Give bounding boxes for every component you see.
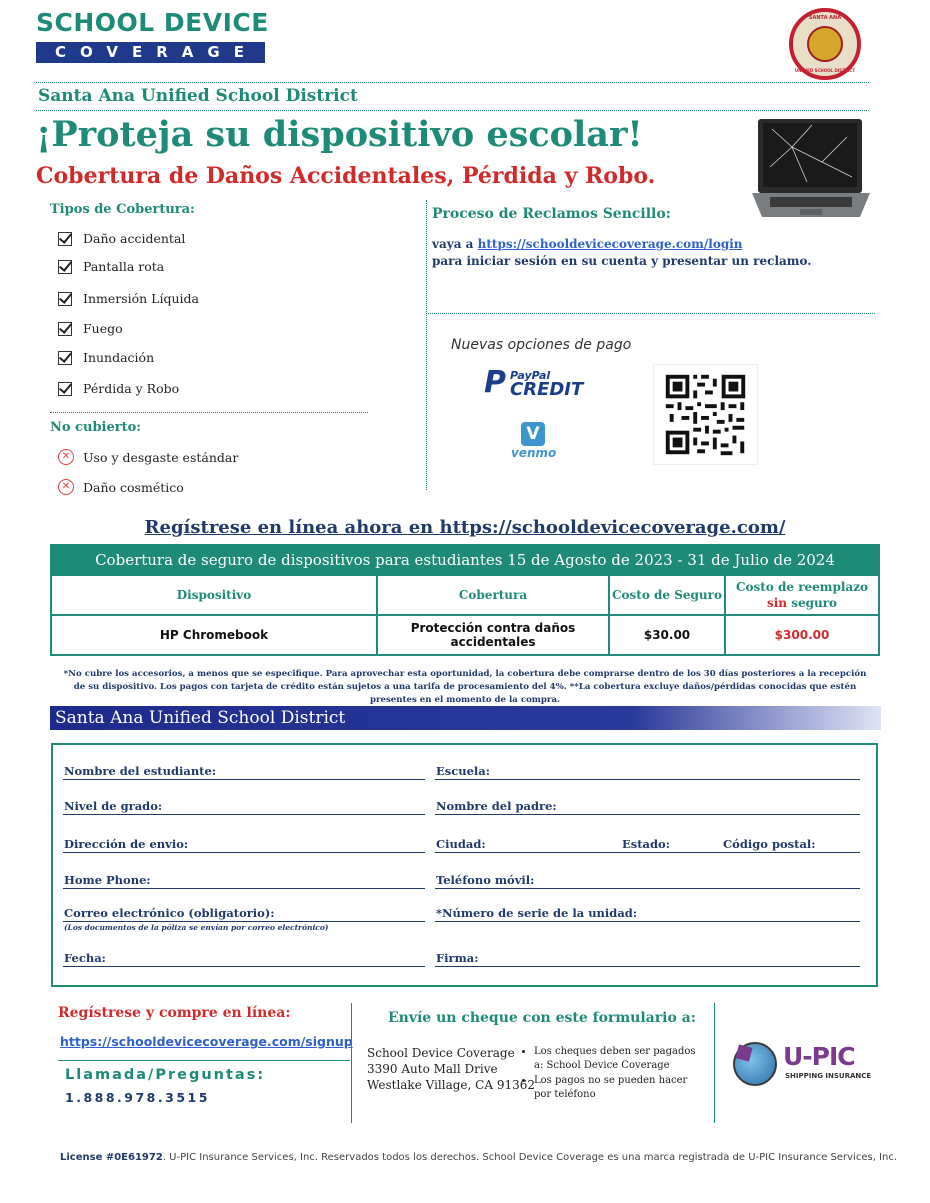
checkbox-icon (58, 351, 72, 365)
date-label: Fecha: (64, 951, 106, 965)
signature-field[interactable] (435, 966, 860, 967)
license-number: License #0E61972 (60, 1152, 163, 1163)
serial-label: *Número de serie de la unidad: (436, 906, 638, 920)
form-section-title: Santa Ana Unified School District (50, 706, 881, 730)
coverage-item (58, 291, 199, 306)
table-row (52, 614, 878, 654)
x-circle-icon: ✕ (58, 479, 74, 495)
seal-bottom-text: UNIFIED SCHOOL DISTRICT (794, 68, 856, 73)
cell-replacement: $300.00 (726, 614, 878, 654)
checkbox-icon (58, 260, 72, 274)
coverage-types-title: Tipos de Cobertura: (50, 202, 195, 217)
claims-title: Proceso de Reclamos Sencillo: (432, 206, 671, 222)
phone-number[interactable]: 1.888.978.3515 (65, 1090, 210, 1105)
venmo-label: venmo (511, 446, 557, 460)
student-name-label: Nombre del estudiante: (64, 764, 217, 778)
footer-divider (351, 1003, 352, 1123)
register-online-link[interactable]: Regístrese en línea ahora en https://schooldevicecoverage.com/ (144, 517, 786, 538)
school-label: Escuela: (436, 764, 490, 778)
checkbox-icon (58, 232, 72, 246)
upic-logo (733, 1040, 873, 1088)
mobile-field[interactable] (435, 888, 860, 889)
parent-field[interactable] (435, 814, 860, 815)
footer-divider (714, 1003, 715, 1123)
credit-label: CREDIT (510, 379, 584, 400)
zip-label: Código postal: (723, 837, 816, 851)
upic-wordmark: U-PIC (783, 1042, 855, 1071)
checkbox-icon (58, 382, 72, 396)
col-replacement-sin: sin (766, 596, 788, 610)
coverage-item (58, 350, 154, 365)
divider (36, 82, 869, 83)
address-line: Westlake Village, CA 91362 (367, 1078, 535, 1092)
email-field[interactable] (63, 921, 425, 922)
table-header: Cobertura de seguro de dispositivos para estudiantes 15 de Agosto de 2023 - 31 de Julio de 2024 (52, 546, 878, 574)
home-phone-field[interactable] (63, 888, 425, 889)
cell-coverage: Protección contra daños accidentales (378, 614, 610, 654)
calls-title: Llamada/Preguntas: (65, 1067, 266, 1083)
mobile-label: Teléfono móvil: (436, 873, 535, 887)
col-replacement-header (726, 574, 878, 614)
mailing-address (367, 1045, 535, 1093)
license-text: . U-PIC Insurance Services, Inc. Reservados todos los derechos. School Device Coverage es una marca registrada de U-PIC Insurance Services, Inc. (162, 1152, 898, 1163)
not-covered-title: No cubierto: (50, 420, 142, 435)
fine-print: *No cubre los accesorios, a menos que se especifique. Para aprovechar esta oportunidad, la cobertura debe comprarse dentro de los 30 días posteriores a la recepción de su dispositivo. Los pagos con tarjeta de crédito están sujetos a una tarifa de procesamiento del 4%. **La cobertura excluye daños/pérdidas conocidas que estén presentes en el momento de la compra. (63, 669, 867, 705)
col-coverage-header: Cobertura (378, 574, 610, 614)
paypal-credit-logo (484, 365, 584, 400)
paypal-label: PayPal (510, 369, 551, 382)
page-title: ¡Proteja su dispositivo escolar! (36, 114, 643, 155)
coverage-item (58, 259, 164, 274)
coverage-item (58, 231, 185, 246)
date-field[interactable] (63, 966, 425, 967)
student-name-field[interactable] (63, 779, 425, 780)
license-notice (60, 1152, 897, 1163)
address-line: School Device Coverage (367, 1046, 515, 1060)
divider (50, 412, 368, 413)
divider (426, 313, 875, 314)
page-subtitle: Cobertura de Daños Accidentales, Pérdida y Robo. (36, 163, 656, 189)
column-divider (426, 200, 427, 490)
not-covered-label: Uso y desgaste estándar (83, 449, 239, 465)
table-header-row (52, 574, 878, 614)
x-circle-icon: ✕ (58, 449, 74, 465)
laptop-icon (752, 117, 870, 219)
district-name: Santa Ana Unified School District (38, 86, 358, 106)
signup-link[interactable]: https://schooldevicecoverage.com/signup (60, 1034, 353, 1049)
city-state-zip-field[interactable] (435, 852, 860, 853)
grade-label: Nivel de grado: (64, 799, 163, 813)
logo-coverage: COVERAGE (36, 42, 265, 63)
coverage-item-label: Inundación (83, 350, 155, 365)
cell-device: HP Chromebook (52, 614, 378, 654)
qr-code-icon[interactable] (653, 364, 758, 465)
payment-options-title: Nuevas opciones de pago (451, 337, 632, 353)
parent-label: Nombre del padre: (436, 799, 557, 813)
state-label: Estado: (622, 837, 670, 851)
coverage-item-label: Daño accidental (83, 231, 186, 246)
cheque-title: Envíe un cheque con este formulario a: (388, 1010, 696, 1026)
venmo-icon: V (521, 422, 545, 446)
serial-field[interactable] (435, 921, 860, 922)
register-buy-title: Regístrese y compre en línea: (58, 1005, 291, 1021)
col-cost-header: Costo de Seguro (610, 574, 726, 614)
school-field[interactable] (435, 779, 860, 780)
checkbox-icon (58, 322, 72, 336)
coverage-item-label: Pantalla rota (83, 259, 165, 274)
email-label: Correo electrónico (obligatorio): (64, 906, 275, 920)
address-field[interactable] (63, 852, 425, 853)
col-replacement-label: Costo de reemplazo (735, 580, 869, 594)
coverage-item (58, 381, 179, 396)
not-covered-item (58, 479, 184, 495)
claims-login-link[interactable]: https://schooldevicecoverage.com/login (477, 237, 743, 251)
coverage-item (58, 321, 123, 336)
seal-top-text: SANTA ANA (808, 15, 842, 21)
cheque-note: • Los pagos no se pueden hacer por teléfono (534, 1074, 705, 1102)
divider (36, 110, 869, 111)
coverage-item-label: Pérdida y Robo (83, 381, 180, 396)
claims-prefix: vaya a (432, 237, 478, 251)
logo-school-device: SCHOOL DEVICE (36, 8, 269, 37)
paypal-icon: P (484, 365, 506, 400)
col-replacement-seguro: seguro (787, 596, 838, 610)
district-seal (789, 8, 861, 80)
cheque-notes (520, 1045, 705, 1103)
not-covered-label: Daño cosmético (83, 479, 184, 495)
col-device-header: Dispositivo (52, 574, 378, 614)
checkbox-icon (58, 292, 72, 306)
divider (58, 1060, 350, 1061)
coverage-item-label: Inmersión Líquida (83, 291, 199, 306)
cell-cost: $30.00 (610, 614, 726, 654)
address-line: 3390 Auto Mall Drive (367, 1062, 498, 1076)
claims-instructions (432, 237, 743, 251)
coverage-table (50, 544, 880, 656)
home-phone-label: Home Phone: (64, 873, 151, 887)
grade-field[interactable] (63, 814, 425, 815)
upic-tagline: SHIPPING INSURANCE (785, 1072, 872, 1080)
email-note: (Los documentos de la póliza se envían por correo electrónico) (64, 923, 329, 932)
address-label: Dirección de envio: (64, 837, 189, 851)
signature-label: Firma: (436, 951, 479, 965)
coverage-item-label: Fuego (83, 321, 123, 336)
seal-emblem-icon (807, 26, 843, 62)
not-covered-item (58, 449, 238, 465)
city-label: Ciudad: (436, 837, 486, 851)
claims-instructions-2: para iniciar sesión en su cuenta y presentar un reclamo. (432, 254, 812, 268)
cheque-note: • Los cheques deben ser pagados a: School Device Coverage (534, 1045, 705, 1073)
